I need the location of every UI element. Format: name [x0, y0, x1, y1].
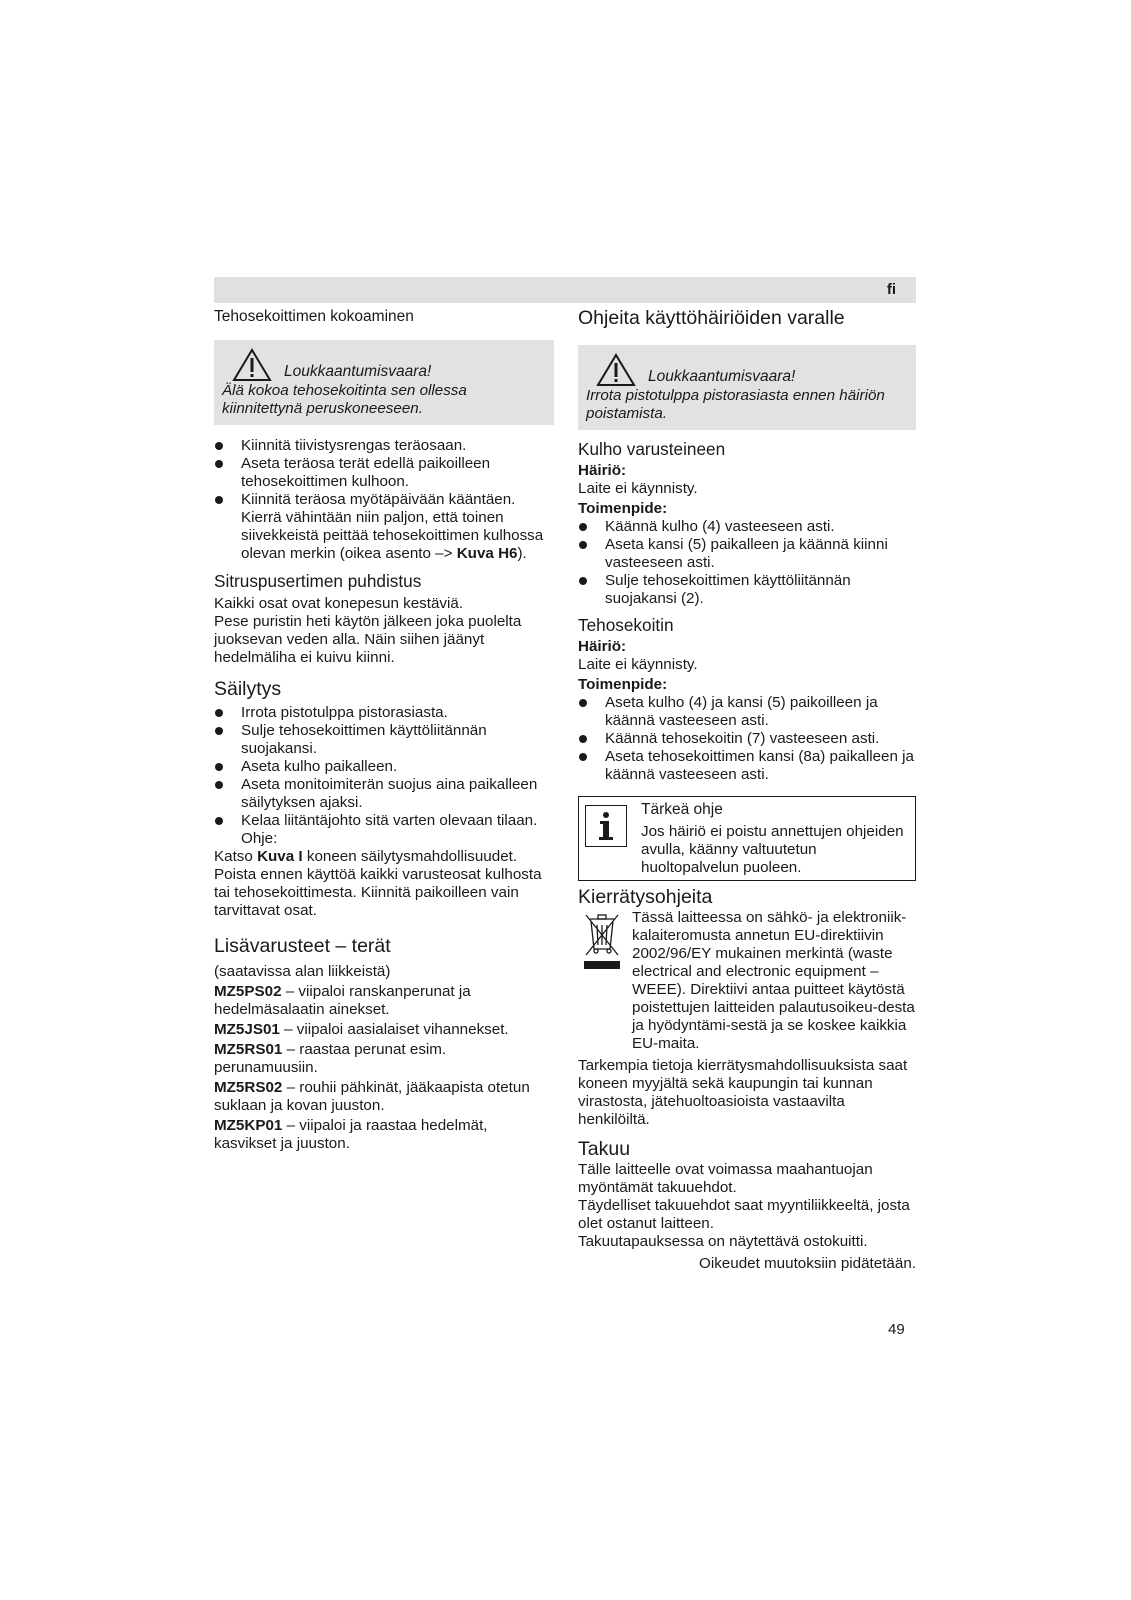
accessory-code: MZ5RS02: [214, 1079, 283, 1096]
list-item: Kelaa liitäntäjohto sitä varten olevaan tilaan. Ohje:: [214, 812, 554, 848]
accessory-item: [214, 1021, 554, 1039]
citrus-text-1: Kaikki osat ovat konepesun kestäviä.: [214, 595, 464, 612]
accessory-code: MZ5JS01: [214, 1021, 280, 1038]
list-item: Irrota pistotulppa pistorasiasta.: [214, 704, 554, 722]
accessory-text: – viipaloi aasialaiset vihannekset.: [279, 1021, 509, 1038]
action-label: Toimenpide:: [578, 676, 668, 693]
accessories-title: Lisävarusteet – terät: [214, 935, 391, 957]
warning-text-1: Älä kokoa tehosekoitinta sen ollessa: [222, 382, 467, 399]
list-item: Aseta kulho paikalleen.: [214, 758, 554, 776]
accessories-note: (saatavissa alan liikkeistä): [214, 963, 391, 980]
fault-text: Laite ei käynnisty.: [578, 656, 698, 673]
info-icon: [585, 805, 627, 847]
list-item: Aseta teräosa terät edellä paikoilleen tehosekoittimen kulhoon.: [214, 455, 554, 491]
action-label: Toimenpide:: [578, 500, 668, 517]
accessory-code: MZ5RS01: [214, 1041, 283, 1058]
accessory-item: [214, 1117, 554, 1153]
storage-see-post: koneen säilytysmahdollisuudet.: [302, 848, 518, 865]
assembly-steps: [214, 437, 554, 563]
accessory-text: – rouhii pähkinät, jääkaapista otetun suklaan ja kovan juuston.: [214, 1079, 530, 1114]
citrus-title: Sitruspusertimen puhdistus: [214, 571, 422, 591]
storage-title: Säilytys: [214, 678, 282, 700]
language-code: fi: [886, 281, 896, 298]
warning-title: Loukkaantumisvaara!: [648, 368, 796, 385]
list-item: Aseta tehosekoittimen kansi (8a) paikalleen ja käännä vasteeseen asti.: [578, 748, 916, 784]
blender-actions: [578, 694, 916, 784]
recycling-more: Tarkempia tietoja kierrätysmahdollisuuksista saat koneen myyjältä sekä kaupungin tai kunnan virastosta, jätehuoltoasioista vastaavilta henkilöiltä.: [578, 1057, 908, 1128]
list-item: Aseta kulho (4) ja kansi (5) paikoilleen ja käännä vasteeseen asti.: [578, 694, 916, 730]
warranty-text-2: Täydelliset takuuehdot saat myyntiliikkeeltä, josta olet ostanut laitteen.: [578, 1197, 910, 1232]
accessory-code: MZ5KP01: [214, 1117, 283, 1134]
warning-text-2: poistamista.: [586, 405, 668, 422]
list-item: [214, 491, 554, 563]
list-item: Kiinnitä tiivistysrengas teräosaan.: [214, 437, 554, 455]
figure-ref: Kuva H6: [456, 545, 518, 562]
warning-title: Loukkaantumisvaara!: [284, 363, 432, 380]
blender-title: Tehosekoitin: [578, 615, 674, 635]
info-text: Jos häiriö ei poistu annettujen ohjeiden avulla, käänny valtuutetun huoltopalvelun puoleen.: [641, 823, 904, 876]
list-item: Käännä tehosekoitin (7) vasteeseen asti.: [578, 730, 916, 748]
weee-bin-icon: [578, 909, 626, 973]
figure-ref-tail: ).: [517, 545, 527, 562]
recycling-text: Tässä laitteessa on sähkö- ja elektroniik-kalaiteromusta annetun EU-direktiivin 2002/96/EY mukainen merkintä (waste electrical and electronic equipment – WEEE). Direktiivi antaa puitteet käytöstä poistettujen laitteiden palautusoikeu-desta ja hyödyntämi-sestä ja se koskee kaikkia EU-maita.: [632, 909, 915, 1052]
warning-text-2: kiinnitettynä peruskoneeseen.: [222, 400, 423, 417]
assembly-title: Tehosekoittimen kokoaminen: [214, 308, 414, 325]
accessory-item: [214, 983, 554, 1019]
list-item: Käännä kulho (4) vasteeseen asti.: [578, 518, 916, 536]
weee-block: [578, 909, 916, 1053]
warning-icon: [232, 348, 272, 382]
storage-see-pre: Katso: [214, 848, 258, 865]
right-column: [578, 306, 916, 1273]
info-title: Tärkeä ohje: [641, 801, 723, 818]
list-item: Sulje tehosekoittimen käyttöliitännän suojakansi (2).: [578, 572, 916, 608]
fault-text: Laite ei käynnisty.: [578, 480, 698, 497]
list-item-text: Kiinnitä teräosa myötäpäivään kääntäen. Kierrä vähintään niin paljon, että toinen siivekkeistä peittää tehosekoittimen kulhossa olevan merkin (oikea asento –>: [241, 491, 544, 562]
storage-see: [214, 848, 554, 866]
list-item: Aseta monitoimiterän suojus aina paikalleen säilytyksen ajaksi.: [214, 776, 554, 812]
accessory-code: MZ5PS02: [214, 983, 282, 1000]
warning-box: [578, 345, 916, 430]
accessory-text: – viipaloi ja raastaa hedelmät, kasvikset ja juuston.: [214, 1117, 488, 1152]
header-bar: [214, 277, 916, 303]
accessory-text: – viipaloi ranskanperunat ja hedelmäsalaatin ainekset.: [214, 983, 471, 1018]
storage-tail: Poista ennen käyttöä kaikki varusteosat kulhosta tai tehosekoittimesta. Kiinnitä paikoilleen vain tarvittavat osat.: [214, 866, 542, 919]
accessory-item: [214, 1041, 554, 1077]
info-box: [578, 796, 916, 881]
warranty-title: Takuu: [578, 1138, 631, 1160]
left-column: [214, 306, 554, 1153]
warning-box: [214, 340, 554, 425]
troubleshooting-title: Ohjeita käyttöhäiriöiden varalle: [578, 307, 845, 329]
storage-list: [214, 704, 554, 848]
recycling-title: Kierrätysohjeita: [578, 886, 713, 908]
bowl-actions: [578, 518, 916, 608]
fault-label: Häiriö:: [578, 462, 627, 479]
page-number: 49: [888, 1321, 905, 1338]
accessory-item: [214, 1079, 554, 1115]
warranty-text-1: Tälle laitteelle ovat voimassa maahantuojan myöntämät takuuehdot.: [578, 1161, 873, 1196]
warning-icon: [596, 353, 636, 387]
list-item: Sulje tehosekoittimen käyttöliitännän suojakansi.: [214, 722, 554, 758]
citrus-text-2: Pese puristin heti käytön jälkeen joka puolelta juoksevan veden alla. Näin siihen jäänyt hedelmäliha ei kuivu kiinni.: [214, 613, 522, 666]
bowl-title: Kulho varusteineen: [578, 439, 726, 459]
warranty-text-3: Takuutapauksessa on näytettävä ostokuitti.: [578, 1233, 868, 1250]
rights-reserved: Oikeudet muutoksiin pidätetään.: [699, 1255, 916, 1272]
warning-text-1: Irrota pistotulppa pistorasiasta ennen häiriön: [586, 387, 885, 404]
fault-label: Häiriö:: [578, 638, 627, 655]
accessory-text: – raastaa perunat esim. perunamuusiin.: [214, 1041, 447, 1076]
figure-ref: Kuva I: [257, 848, 303, 865]
list-item: Aseta kansi (5) paikalleen ja käännä kiinni vasteeseen asti.: [578, 536, 916, 572]
